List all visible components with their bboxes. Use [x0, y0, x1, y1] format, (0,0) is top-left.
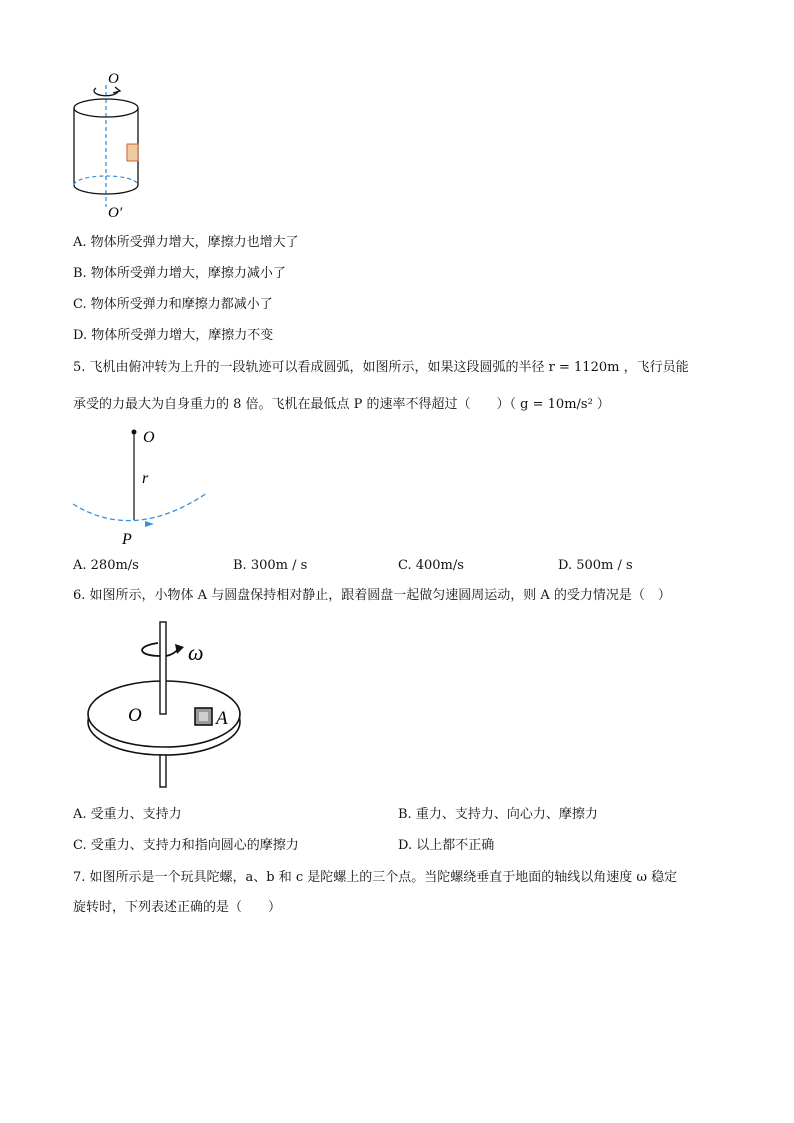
q4-option-c: C. 物体所受弹力和摩擦力都减小了: [73, 297, 273, 312]
q6-stem-line1: 6. 如图所示，小物体 A 与圆盘保持相对静止，跟着圆盘一起做匀速圆周运动，则 A 的受力情况是（ ）: [73, 588, 671, 603]
flight-arc-figure: [65, 420, 225, 550]
block-a-label: A: [216, 708, 228, 729]
q6-option-d: D. 以上都不正确: [398, 838, 495, 853]
q5-option-b: B. 300m / s: [233, 558, 308, 573]
rotating-cylinder-figure: [60, 65, 160, 225]
point-p-label: P: [122, 531, 132, 548]
axis-bottom-label: O′: [108, 205, 123, 221]
q6-option-c: C. 受重力、支持力和指向圆心的摩擦力: [73, 838, 299, 853]
q7-stem-line1: 7. 如图所示是一个玩具陀螺，a、b 和 c 是陀螺上的三个点。当陀螺绕垂直于地面的轴线以角速度 ω 稳定: [73, 870, 678, 885]
q5-stem-line1: 5. 飞机由俯冲转为上升的一段轨迹可以看成圆弧，如图所示，如果这段圆弧的半径 r = 1120m ，飞行员能: [73, 360, 689, 375]
omega-label: ω: [188, 640, 204, 665]
q4-option-a: A. 物体所受弹力增大，摩擦力也增大了: [73, 235, 299, 250]
axis-top-label: O: [108, 71, 119, 87]
q5-option-c: C. 400m/s: [398, 558, 464, 573]
q5-option-a: A. 280m/s: [73, 558, 139, 573]
q4-option-b: B. 物体所受弹力增大，摩擦力减小了: [73, 266, 286, 281]
q7-stem-line2: 旋转时，下列表述正确的是（ ）: [73, 900, 282, 915]
radius-r-label: r: [142, 470, 149, 487]
q5-option-d: D. 500m / s: [558, 558, 633, 573]
rotating-disk-figure: [80, 618, 260, 790]
q4-option-d: D. 物体所受弹力增大，摩擦力不变: [73, 328, 274, 343]
q6-option-b: B. 重力、支持力、向心力、摩擦力: [398, 807, 598, 822]
disk-center-o-label: O: [128, 705, 142, 726]
q5-stem-line2: 承受的力最大为自身重力的 8 倍。飞机在最低点 P 的速率不得超过（ ）（ g = 10m/s² ）: [73, 397, 610, 412]
center-o-label: O: [143, 429, 155, 446]
q6-option-a: A. 受重力、支持力: [73, 807, 182, 822]
